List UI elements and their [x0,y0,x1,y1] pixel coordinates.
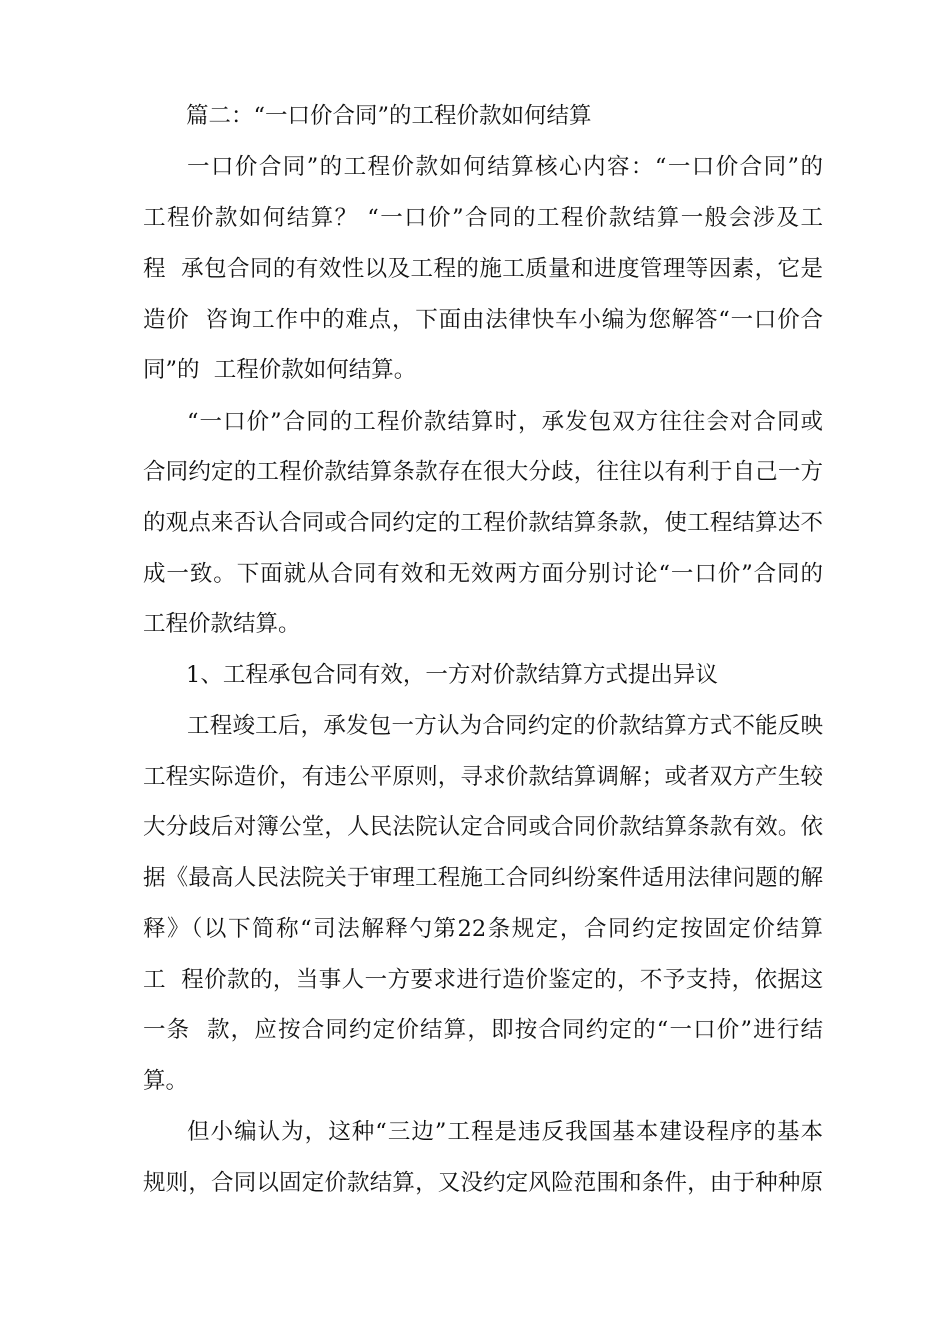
subsection-heading: 1、工程承包合同有效，一方对价款结算方式提出异议 [186,662,718,688]
paragraph-2-line-5: 工程价款结算。 [143,611,301,637]
paragraph-3-line-5: 释》（以下简称“司法解释勺第22条规定，合同约定按固定价结算 [143,916,823,942]
paragraph-1-line-1: 一口价合同”的工程价款如何结算核心内容：“一口价合同”的 [187,154,823,180]
paragraph-1-line-3: 程 承包合同的有效性以及工程的施工质量和进度管理等因素，它是 [143,256,823,282]
paragraph-2-line-3: 的观点来否认合同或合同约定的工程价款结算条款，使工程结算达不 [143,510,823,536]
paragraph-3-line-8: 算。 [143,1068,189,1094]
paragraph-2-line-1: “一口价”合同的工程价款结算时，承发包双方往往会对合同或 [187,409,823,435]
paragraph-1-line-4: 造价 咨询工作中的难点，下面由法律快车小编为您解答“一口价合 [143,307,823,333]
paragraph-4-line-2: 规则，合同以固定价款结算，又没约定风险范围和条件，由于种种原 [143,1170,823,1196]
paragraph-3-line-3: 大分歧后对簿公堂，人民法院认定合同或合同价款结算条款有效。依 [143,814,823,840]
paragraph-1-line-5: 同”的 工程价款如何结算。 [143,357,417,383]
paragraph-2-line-2: 合同约定的工程价款结算条款存在很大分歧，往往以有利于自己一方 [143,459,823,485]
paragraph-3-line-7: 一条 款，应按合同约定价结算，即按合同约定的“一口价”进行结 [143,1017,823,1043]
paragraph-2-line-4: 成一致。下面就从合同有效和无效两方面分别讨论“一口价”合同的 [143,561,823,587]
paragraph-3-line-4: 据《最高人民法院关于审理工程施工合同纠纷案件适用法律问题的解 [143,865,823,891]
paragraph-3-line-2: 工程实际造价，有违公平原则，寻求价款结算调解；或者双方产生较 [143,764,823,790]
paragraph-3-line-6: 工 程价款的，当事人一方要求进行造价鉴定的，不予支持，依据这 [143,967,823,993]
paragraph-3-line-1: 工程竣工后，承发包一方认为合同约定的价款结算方式不能反映 [187,713,823,739]
paragraph-4-line-1: 但小编认为，这种“三边”工程是违反我国基本建设程序的基本 [187,1119,823,1145]
section-title: 篇二：“一口价合同”的工程价款如何结算 [186,103,592,129]
paragraph-1-line-2: 工程价款如何结算？ “一口价”合同的工程价款结算一般会涉及工 [143,205,823,231]
